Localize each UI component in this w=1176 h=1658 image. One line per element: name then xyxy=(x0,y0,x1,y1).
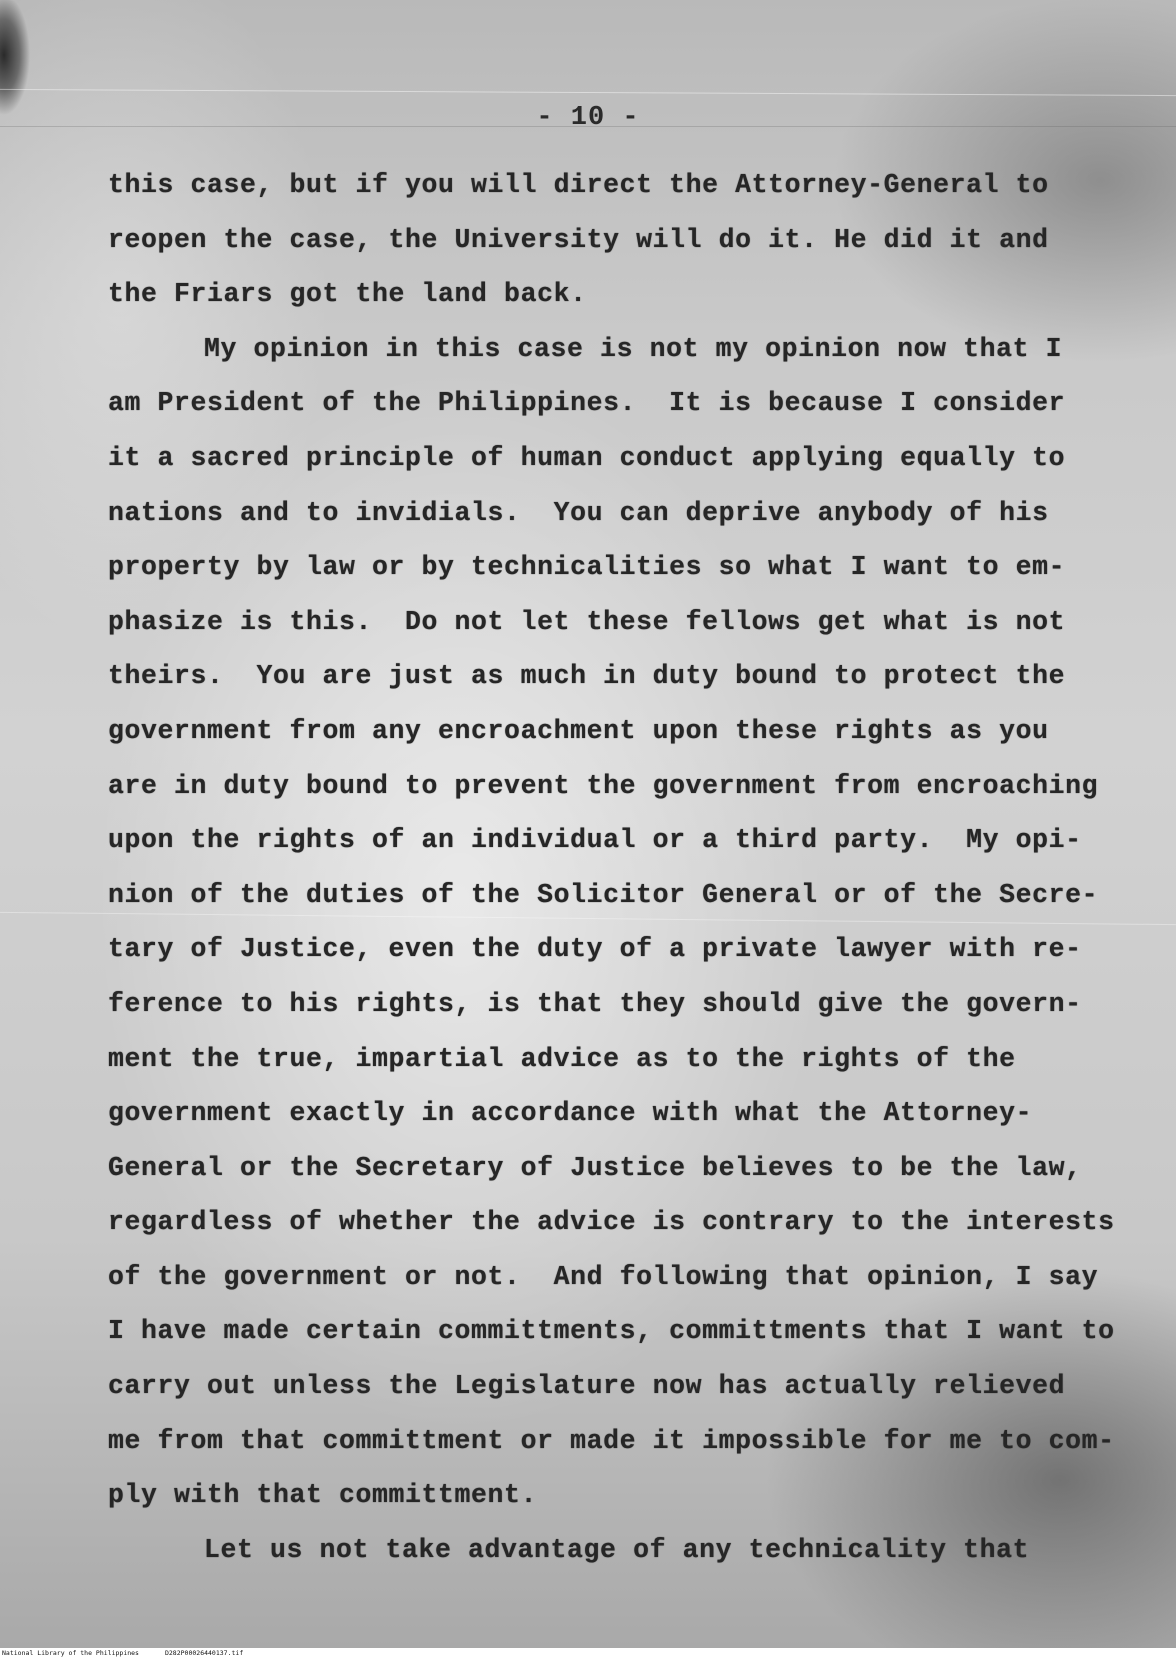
text-line: tary of Justice, even the duty of a private lawyer with re- xyxy=(108,934,1082,965)
text-line: regardless of whether the advice is contrary to the interests xyxy=(108,1207,1115,1238)
text-line: property by law or by technicalities so what I want to em- xyxy=(108,552,1066,583)
text-line: carry out unless the Legislature now has actually relieved xyxy=(108,1371,1066,1402)
text-line: ply with that committment. xyxy=(108,1480,538,1511)
text-line: government from any encroachment upon these rights as you xyxy=(108,715,1049,746)
paragraph-start-line: Let us not take advantage of any technicality that xyxy=(204,1534,1030,1565)
footer-text xyxy=(2,1648,243,1658)
text-line: nion of the duties of the Solicitor General or of the Secre- xyxy=(108,879,1099,910)
text-line: are in duty bound to prevent the government from encroaching xyxy=(108,770,1099,801)
text-line: it a sacred principle of human conduct applying equally to xyxy=(108,442,1066,473)
text-line: ference to his rights, is that they should give the govern- xyxy=(108,988,1082,1019)
text-line: General or the Secretary of Justice believes to be the law, xyxy=(108,1152,1082,1183)
text-line: I have made certain committments, committments that I want to xyxy=(108,1316,1115,1347)
text-line: ment the true, impartial advice as to the rights of the xyxy=(108,1043,1016,1074)
binding-shadow xyxy=(0,0,38,120)
text-line: reopen the case, the University will do it. He did it and xyxy=(108,224,1049,255)
footer-institution: National Library of the Philippines xyxy=(2,1649,139,1657)
page-number: - 10 - xyxy=(536,103,640,133)
text-line: am President of the Philippines. It is because I consider xyxy=(108,388,1066,419)
text-line: nations and to invidials. You can deprive anybody of his xyxy=(108,497,1049,528)
footer-file-id: D282P00026440137.tif xyxy=(164,1649,244,1657)
text-line: this case, but if you will direct the Attorney-General to xyxy=(108,170,1049,200)
fold-line xyxy=(0,89,1176,96)
text-line: government exactly in accordance with what the Attorney- xyxy=(108,1098,1033,1129)
scan-footer xyxy=(0,1648,1176,1658)
text-line: of the government or not. And following that opinion, I say xyxy=(108,1261,1099,1292)
text-line: the Friars got the land back. xyxy=(108,279,587,310)
text-line: upon the rights of an individual or a third party. My opi- xyxy=(108,825,1082,856)
text-line: theirs. You are just as much in duty bound to protect the xyxy=(108,661,1066,692)
paragraph-start-line: My opinion in this case is not my opinion now that I xyxy=(204,333,1063,364)
text-line: phasize is this. Do not let these fellows get what is not xyxy=(108,606,1066,637)
text-line: me from that committment or made it impossible for me to com- xyxy=(108,1425,1115,1456)
body-text xyxy=(108,158,1115,1577)
